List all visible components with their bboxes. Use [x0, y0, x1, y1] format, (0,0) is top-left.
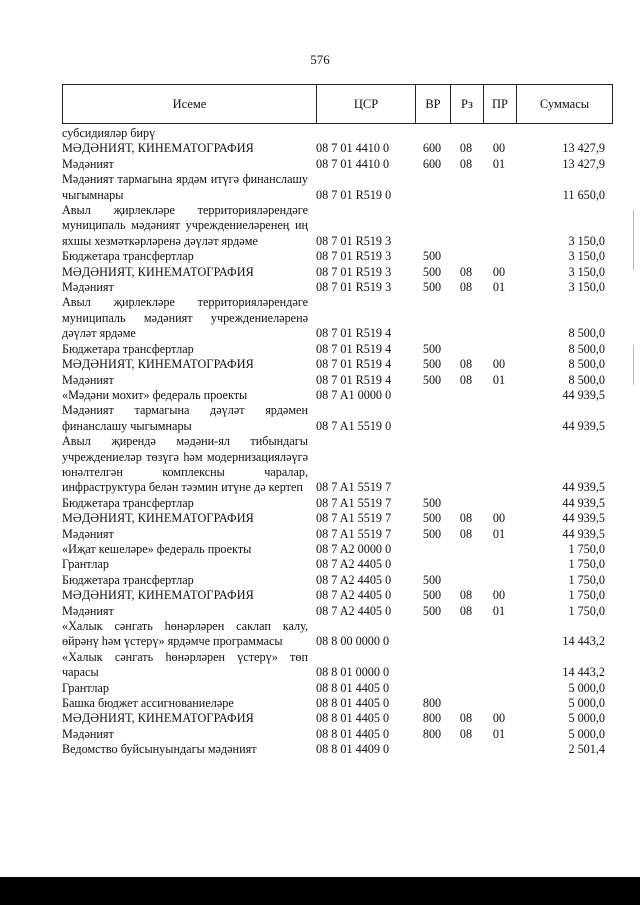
row-rz: 08: [459, 264, 473, 279]
table-row: [62, 434, 622, 496]
row-pr: 00: [492, 141, 506, 156]
row-name: Бюджетара трансфертлар: [62, 249, 194, 264]
row-vr: 500: [422, 526, 442, 541]
row-sum: 1 750,0: [568, 588, 605, 603]
row-csr: 08 8 01 4405 0: [316, 680, 390, 695]
row-csr: 08 7 01 4410 0: [316, 141, 390, 156]
row-name: Авыл җирлекләре территорияләрендәге муниципаль мәдәният учреждениеләренә дәүләт ярдәме: [62, 295, 308, 341]
table-row: [62, 511, 622, 526]
row-name: «Мәдәни мохит» федераль проекты: [62, 387, 248, 402]
scan-mark: [633, 345, 634, 385]
row-sum: 5 000,0: [568, 680, 605, 695]
row-sum: 1 750,0: [568, 572, 605, 587]
table-row: [62, 542, 622, 557]
row-csr: 08 7 01 R519 3: [316, 264, 392, 279]
row-pr: 00: [492, 588, 506, 603]
table-row: [62, 265, 622, 280]
row-csr: 08 8 01 0000 0: [316, 665, 390, 680]
row-vr: 800: [422, 711, 442, 726]
row-name: Авыл җирендә мәдәни-ял тибындагы учреждениеләр төзүгә һәм модернизацияләүгә юнәлтелгән комплексны чаралар, инфраструктура белән тәэмин итүне дә кертеп: [62, 434, 308, 495]
row-vr: 500: [422, 572, 442, 587]
table-row: [62, 172, 622, 203]
row-rz: 08: [459, 526, 473, 541]
table-row: [62, 403, 622, 434]
row-name: Мәдәният: [62, 526, 114, 541]
row-pr: 01: [492, 526, 506, 541]
row-pr: 00: [492, 264, 506, 279]
row-rz: 08: [459, 726, 473, 741]
row-sum: 44 939,5: [562, 495, 605, 510]
row-name: Бюджетара трансфертлар: [62, 341, 194, 356]
row-rz: 08: [459, 603, 473, 618]
row-pr: 01: [492, 156, 506, 171]
row-name: Мәдәният тармагына дәүләт ярдәмен финанслашу чыгымнары: [62, 403, 308, 433]
row-sum: 3 150,0: [568, 249, 605, 264]
row-vr: 600: [422, 156, 442, 171]
scan-mark: [633, 210, 634, 270]
row-csr: 08 8 01 4405 0: [316, 696, 390, 711]
header-pr: ПР: [483, 85, 516, 123]
row-name: Ведомство буйсынуындагы мәдәният: [62, 742, 257, 757]
row-pr: 00: [492, 511, 506, 526]
table-row: [62, 280, 622, 295]
row-sum: 44 939,5: [562, 387, 605, 402]
row-name: «Иҗат кешеләре» федераль проекты: [62, 541, 252, 556]
row-rz: 08: [459, 511, 473, 526]
row-rz: 08: [459, 588, 473, 603]
table-header: [62, 84, 613, 124]
row-pr: 00: [492, 711, 506, 726]
row-csr: 08 8 01 4405 0: [316, 726, 390, 741]
row-name: «Халык сәнгать һөнәрләрен үстерү» төп чарасы: [62, 649, 308, 680]
row-sum: 8 500,0: [568, 357, 605, 372]
row-name: Авыл җирлекләре территорияләрендәге муниципаль мәдәният учреждениеләренең иң яхшы хезмәткәрләренә дәүләт ярдәме: [62, 203, 308, 248]
table-row: [62, 295, 622, 341]
row-sum: 1 750,0: [568, 603, 605, 618]
row-sum: 13 427,9: [562, 141, 605, 156]
row-vr: 800: [422, 726, 442, 741]
row-name: МӘДӘНИЯТ, КИНЕМАТОГРАФИЯ: [62, 141, 254, 156]
row-rz: 08: [459, 711, 473, 726]
header-name: Исеме: [172, 97, 207, 111]
table-row: [62, 557, 622, 572]
row-sum: 8 500,0: [568, 326, 605, 341]
row-name: МӘДӘНИЯТ, КИНЕМАТОГРАФИЯ: [62, 357, 254, 372]
row-name: Мәдәният: [62, 156, 114, 171]
row-name: Грантлар: [62, 680, 109, 695]
table-row: [62, 604, 622, 619]
table-row: [62, 573, 622, 588]
header-rz: Рз: [450, 85, 483, 123]
row-vr: 500: [422, 588, 442, 603]
row-sum: 8 500,0: [568, 372, 605, 387]
row-csr: 08 7 A1 5519 7: [316, 511, 392, 526]
row-vr: 500: [422, 249, 442, 264]
row-csr: 08 7 A1 5519 7: [316, 526, 392, 541]
table-row: [62, 588, 622, 603]
table-row: [62, 249, 622, 264]
row-csr: 08 7 01 R519 3: [316, 280, 392, 295]
row-sum: 44 939,5: [562, 480, 605, 495]
row-name: Мәдәният: [62, 280, 114, 295]
row-csr: 08 7 01 4410 0: [316, 156, 390, 171]
row-pr: 01: [492, 603, 506, 618]
row-sum: 11 650,0: [562, 187, 605, 202]
row-sum: 44 939,5: [562, 418, 605, 433]
row-csr: 08 8 01 4409 0: [316, 742, 390, 757]
row-sum: 1 750,0: [568, 541, 605, 556]
row-name: Бюджетара трансфертлар: [62, 495, 194, 510]
row-sum: 8 500,0: [568, 341, 605, 356]
row-csr: 08 7 A2 4405 0: [316, 588, 392, 603]
row-csr: 08 7 01 R519 3: [316, 233, 392, 248]
table-row: [62, 727, 622, 742]
row-name: Мәдәният: [62, 726, 114, 741]
row-sum: 13 427,9: [562, 156, 605, 171]
table-row: [62, 141, 622, 156]
table-row: [62, 696, 622, 711]
table-row: [62, 711, 622, 726]
row-name: Мәдәният тармагына ярдәм итүгә финанслашу чыгымнары: [62, 172, 308, 202]
table-row: [62, 157, 622, 172]
row-pr: 01: [492, 280, 506, 295]
table-row: [62, 619, 622, 650]
row-sum: 5 000,0: [568, 696, 605, 711]
row-vr: 500: [422, 280, 442, 295]
row-vr: 500: [422, 495, 442, 510]
row-csr: 08 7 A1 0000 0: [316, 387, 392, 402]
row-name: субсидияләр бирү: [62, 126, 156, 140]
row-sum: 5 000,0: [568, 711, 605, 726]
row-vr: 500: [422, 603, 442, 618]
row-csr: 08 7 01 R519 4: [316, 326, 392, 341]
row-rz: 08: [459, 357, 473, 372]
row-vr: 500: [422, 264, 442, 279]
row-rz: 08: [459, 156, 473, 171]
row-vr: 500: [422, 357, 442, 372]
table-row: [62, 527, 622, 542]
row-sum: 44 939,5: [562, 511, 605, 526]
row-name: Башка бюджет ассигнованиеләре: [62, 696, 234, 711]
row-name: Мәдәният: [62, 603, 114, 618]
table-row: [62, 650, 622, 681]
row-csr: 08 7 A2 4405 0: [316, 557, 392, 572]
header-vr: ВР: [415, 85, 450, 123]
row-csr: 08 7 01 R519 4: [316, 357, 392, 372]
row-vr: 500: [422, 341, 442, 356]
row-sum: 3 150,0: [568, 233, 605, 248]
table-row: [62, 681, 622, 696]
row-rz: 08: [459, 372, 473, 387]
row-sum: 14 443,2: [562, 665, 605, 680]
row-csr: 08 7 A2 4405 0: [316, 603, 392, 618]
row-name: Мәдәният: [62, 372, 114, 387]
table-row: [62, 203, 622, 249]
row-name: Грантлар: [62, 557, 109, 572]
table-row: [62, 357, 622, 372]
header-sum: Суммасы: [516, 85, 612, 123]
table-row: [62, 342, 622, 357]
row-csr: 08 7 01 R519 3: [316, 249, 392, 264]
row-vr: 800: [422, 696, 442, 711]
header-csr: ЦСР: [316, 85, 415, 123]
row-name: «Халык сәнгать һөнәрләрен саклап калу, өйрәнү һәм үстерү» ярдәмче программасы: [62, 619, 308, 649]
row-name: МӘДӘНИЯТ, КИНЕМАТОГРАФИЯ: [62, 511, 254, 526]
row-sum: 14 443,2: [562, 634, 605, 649]
row-csr: 08 7 A1 5519 0: [316, 418, 392, 433]
row-pr: 01: [492, 372, 506, 387]
row-rz: 08: [459, 280, 473, 295]
row-name: Бюджетара трансфертлар: [62, 572, 194, 587]
row-sum: 5 000,0: [568, 726, 605, 741]
page-number: 576: [310, 52, 330, 67]
row-pr: 01: [492, 726, 506, 741]
row-vr: 500: [422, 372, 442, 387]
table-row: [62, 373, 622, 388]
scan-edge: [0, 877, 640, 905]
row-rz: 08: [459, 141, 473, 156]
row-sum: 44 939,5: [562, 526, 605, 541]
table-row: [62, 388, 622, 403]
row-vr: 500: [422, 511, 442, 526]
row-csr: 08 7 A2 4405 0: [316, 572, 392, 587]
table-body: [62, 126, 622, 758]
row-name: МӘДӘНИЯТ, КИНЕМАТОГРАФИЯ: [62, 588, 254, 603]
row-csr: 08 8 01 4405 0: [316, 711, 390, 726]
table-row: [62, 496, 622, 511]
row-csr: 08 8 00 0000 0: [316, 634, 390, 649]
table-row: [62, 126, 622, 141]
table-row: [62, 742, 622, 757]
row-name: МӘДӘНИЯТ, КИНЕМАТОГРАФИЯ: [62, 711, 254, 726]
row-sum: 3 150,0: [568, 280, 605, 295]
row-sum: 1 750,0: [568, 557, 605, 572]
row-csr: 08 7 A1 5519 7: [316, 480, 392, 495]
row-csr: 08 7 A1 5519 7: [316, 495, 392, 510]
row-vr: 600: [422, 141, 442, 156]
row-pr: 00: [492, 357, 506, 372]
row-csr: 08 7 01 R519 0: [316, 187, 392, 202]
row-name: МӘДӘНИЯТ, КИНЕМАТОГРАФИЯ: [62, 264, 254, 279]
row-csr: 08 7 01 R519 4: [316, 341, 392, 356]
row-sum: 3 150,0: [568, 264, 605, 279]
row-csr: 08 7 01 R519 4: [316, 372, 392, 387]
row-sum: 2 501,4: [568, 742, 605, 757]
row-csr: 08 7 A2 0000 0: [316, 541, 392, 556]
